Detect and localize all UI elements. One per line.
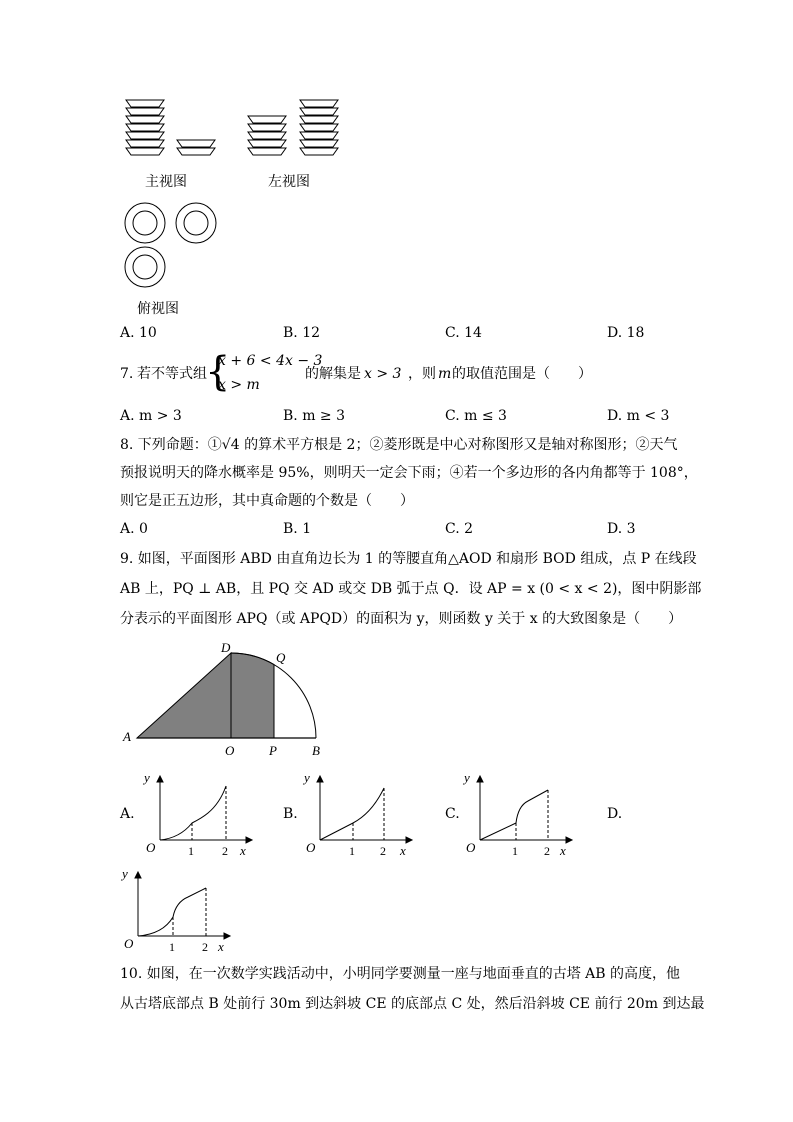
q8-line-2: 预报说明天的降水概率是 95%，则明天一定会下雨；④若一个多边形的各内角都等于 108°， [120, 465, 698, 481]
shaded-sector-part [231, 653, 274, 738]
q8-option-a: A. 0 [120, 521, 148, 537]
svg-text:2: 2 [222, 844, 228, 858]
q9-option-d-label: D. [607, 806, 623, 822]
q7-inequality-1: x + 6 < 4x − 3 [218, 353, 323, 369]
q6-option-d: D. 18 [607, 325, 645, 341]
svg-text:x: x [218, 939, 224, 954]
svg-text:1: 1 [169, 940, 175, 954]
q7-middle: 的解集是 [305, 366, 361, 382]
q7-condition: x > 3 [364, 366, 402, 382]
q7-prefix: 若不等式组 [137, 366, 207, 382]
q9-option-b-label: B. [283, 806, 298, 822]
shaded-triangle-aod [137, 653, 231, 738]
label-q: Q [276, 650, 286, 665]
svg-text:O: O [306, 840, 316, 855]
q10-line-2: 从古塔底部点 B 处前行 30m 到达斜坡 CE 的底部点 C 处，然后沿斜坡 CE 前行 20m 到达最 [120, 996, 705, 1012]
svg-text:x: x [400, 843, 406, 858]
q7-tail: 的取值范围是（ ） [452, 366, 592, 382]
svg-text:2: 2 [380, 844, 386, 858]
label-a: A [123, 729, 131, 744]
q9-option-a-label: A. [120, 806, 135, 822]
q9-line-2: AB 上，PQ ⊥ AB，且 PQ 交 AD 或交 DB 弧于点 Q．设 AP = x (0 < x < 2)，图中阴影部 [120, 581, 702, 597]
svg-text:y: y [304, 770, 310, 785]
q7-option-b: B. m ≥ 3 [283, 408, 346, 424]
front-view-tall-stack [126, 100, 164, 155]
q10-line-1: 10. 如图，在一次数学实践活动中，小明同学要测量一座与地面垂直的古塔 AB 的高度，他 [120, 966, 681, 982]
q6-option-c: C. 14 [445, 325, 482, 341]
q7-brace: { [205, 349, 231, 395]
svg-text:1: 1 [349, 844, 355, 858]
q8-line-1: 8. 下列命题：①√4 的算术平方根是 2；②菱形既是中心对称图形又是轴对称图形；②天气 [120, 437, 678, 453]
svg-text:O: O [124, 936, 134, 951]
svg-text:1: 1 [512, 844, 518, 858]
svg-text:x: x [560, 843, 566, 858]
left-view-figure [240, 95, 360, 165]
q7-option-d: D. m < 3 [607, 408, 670, 424]
left-view-label: 左视图 [268, 174, 310, 190]
label-p: P [269, 743, 277, 758]
q7-inequality-2: x > m [218, 377, 260, 393]
q7-option-a: A. m > 3 [120, 408, 182, 424]
q9-line-3: 分表示的平面图形 APQ（或 APQD）的面积为 y，则函数 y 关于 x 的大致图象是（ ） [120, 611, 683, 627]
q8-line-3: 则它是正五边形，其中真命题的个数是（ ） [120, 493, 414, 509]
front-view-short-stack [177, 140, 215, 155]
svg-text:1: 1 [188, 844, 194, 858]
top-view-figure [120, 200, 230, 295]
q7-variable: m [438, 366, 452, 382]
label-b: B [312, 743, 320, 758]
label-d: D [221, 640, 231, 655]
q7-post: ，则 [408, 366, 436, 382]
top-view-label: 俯视图 [137, 301, 179, 317]
q8-option-d: D. 3 [607, 521, 636, 537]
q9-graph-c [460, 768, 580, 860]
label-o: O [225, 743, 235, 758]
q7-number: 7. [120, 366, 134, 382]
q9-option-c-label: C. [445, 806, 460, 822]
svg-text:O: O [146, 840, 156, 855]
svg-text:y: y [122, 866, 128, 881]
q6-option-b: B. 12 [283, 325, 321, 341]
svg-text:y: y [464, 770, 470, 785]
svg-text:2: 2 [544, 844, 550, 858]
svg-text:O: O [466, 840, 476, 855]
q9-line-1: 9. 如图，平面图形 ABD 由直角边长为 1 的等腰直角△AOD 和扇形 BOD 组成，点 P 在线段 [120, 551, 697, 567]
q7-option-c: C. m ≤ 3 [445, 408, 507, 424]
q9-graph-a [140, 768, 260, 860]
svg-text:2: 2 [202, 940, 208, 954]
svg-text:x: x [240, 843, 246, 858]
q6-option-a: A. 10 [120, 325, 157, 341]
q9-graph-b [300, 768, 420, 860]
q8-option-c: C. 2 [445, 521, 474, 537]
front-view-label: 主视图 [145, 174, 187, 190]
q9-graph-d [118, 862, 238, 954]
q9-geometry-figure [115, 640, 335, 760]
q8-option-b: B. 1 [283, 521, 312, 537]
svg-text:y: y [144, 770, 150, 785]
